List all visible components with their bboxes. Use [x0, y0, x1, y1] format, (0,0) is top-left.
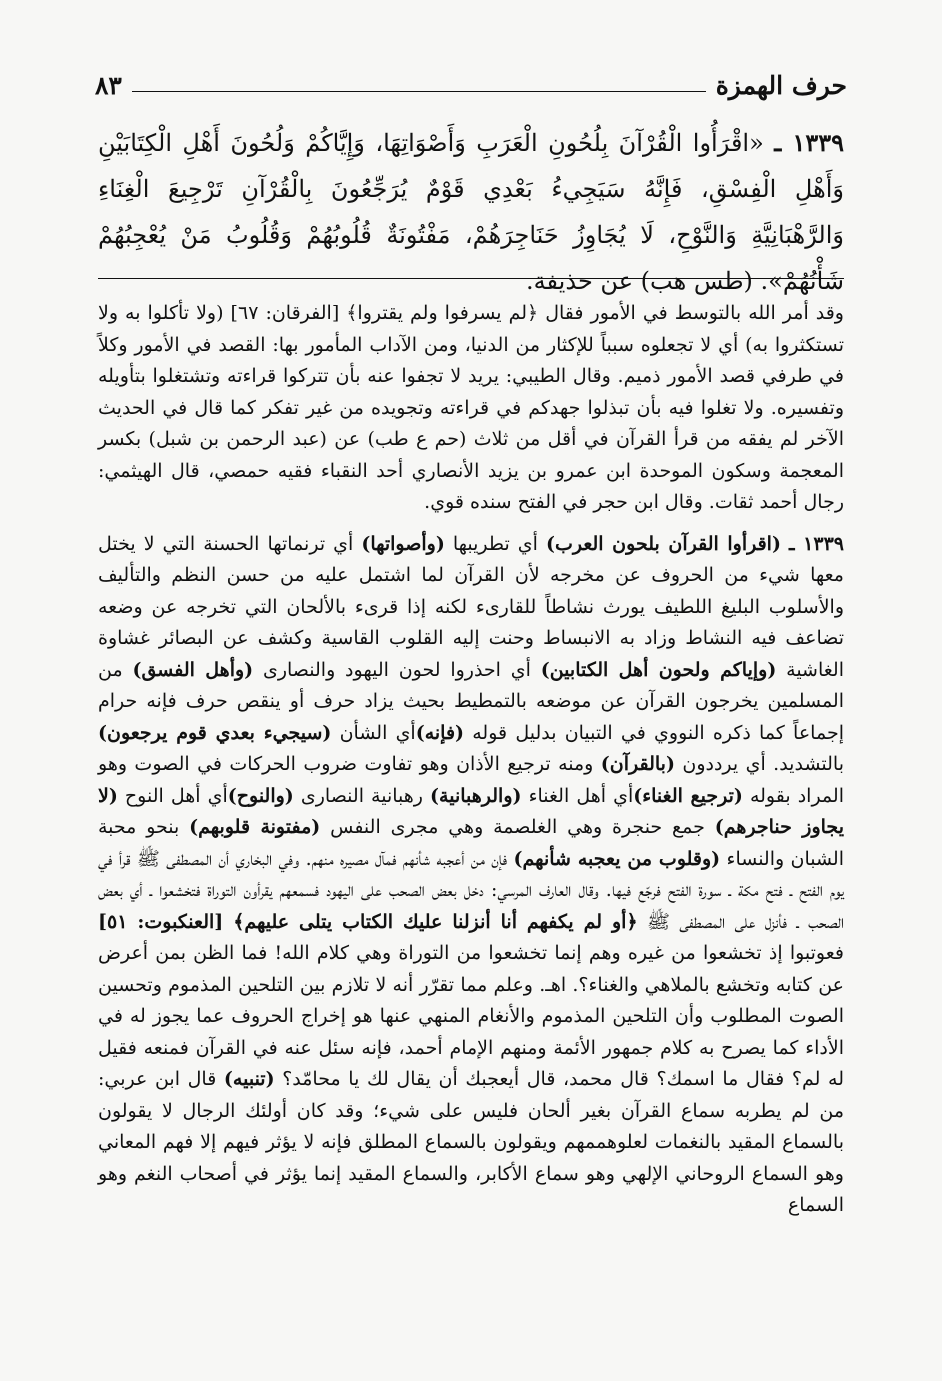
bold-phrase: (تنبيه): [223, 1068, 275, 1090]
commentary-paragraph-2: [98, 529, 844, 1222]
text-run: من المسلمين يخرجون القرآن عن موضعه بالتمطيط بحيث يزاد حرف أو ينقص حرف فإنه حرام إجماعاً كما ذكره النووي في التبيان بدليل قوله: [98, 658, 844, 744]
quran-quote: ﴿أو لم يكفهم أنا أنزلنا عليك الكتاب يتلى عليهم﴾ [العنكبوت: ٥١]: [98, 910, 638, 933]
page-number: ٨٣: [95, 71, 122, 100]
bold-phrase: (اقرأوا القرآن بلحون العرب): [545, 532, 781, 555]
footnote-separator: [98, 278, 844, 279]
bold-phrase: (فإنه): [415, 721, 465, 744]
text-run: أي ترنماتها الحسنة التي لا يختل معها شيء من الحروف عن مخرجه لأن القرآن لما اشتمل عليه من حسن النظم والتأليف والأسلوب البليغ اللطيف يورث نشاطاً للقارىء لكنه إذا قرىء بالألحان التي تخرجه عن وضعه تضاعف فيه النشاط وزاد به الانبساط وحنت إليه القلوب القاسية وكشف عن البصائر غشاوة الغاشية: [98, 532, 844, 681]
text-run: رهبانية النصارى: [293, 784, 431, 807]
entry-number: ١٣٣٩ ـ: [788, 532, 844, 555]
bold-phrase: (وأصواتها): [361, 532, 445, 555]
bold-phrase: (وأهل الفسق): [132, 658, 254, 681]
text-run: بالتشديد. أي يرددون: [674, 753, 844, 775]
text-run: ومنه ترجيع الأذان وهو تفاوت ضروب الحركات في الصوت وهو المراد بقوله: [98, 753, 844, 807]
bold-phrase: (ترجيع الغناء): [633, 784, 743, 807]
text-run: قال ابن عربي: من لم يطربه سماع القرآن بغير ألحان فليس على شيء؛ وقد كان أولئك الرجال لا يقولون بالسماع المقيد بالنغمات لعلوهممهم ويقولون بالسماع المطلق فإنه لا يؤثر فيهم إلا فهم المعاني وهو السماع الروحاني الإلهي وهو سماع الأكابر، والسماع المقيد إنما يؤثر في أصحاب النغم وهو السماع: [98, 1068, 844, 1216]
commentary-block: [98, 298, 844, 1222]
chapter-title: حرف الهمزة: [715, 71, 847, 100]
commentary-paragraph-1: وقد أمر الله بالتوسط في الأمور فقال ﴿لم يسرفوا ولم يقتروا﴾ [الفرقان: ٦٧] (ولا تأكلوا به ولا تستكثروا به) أي لا تجعلوه سبباً للإكثار من الدنيا، ومن الآداب المأمور بها: القصد في الأمور وكلاً في طرفي قصد الأمور ذميم. وقال الطيبي: يريد لا تجفوا عنه بأن تتركوا قراءته وتشتغلوا بتأويله وتفسيره. ولا تغلوا فيه بأن تبذلوا جهدكم في قراءته وتجويده من غير تفكر كما قال في الحديث الآخر لم يفقه من قرأ القرآن في أقل من ثلاث (حم ع طب) عن (عبد الرحمن بن شبل) بكسر المعجمة وسكون الموحدة ابن عمرو بن يزيد الأنصاري أحد النقباء فقيه حمصي، قال الهيثمي: رجال أحمد ثقات. وقال ابن حجر في الفتح سنده قوي.: [98, 302, 844, 513]
bold-phrase: (والنوح): [227, 784, 294, 807]
header-rule: [132, 91, 706, 92]
text-run: أي أهل النوح: [117, 784, 228, 807]
text-run: أي الشأن: [331, 721, 416, 744]
bold-phrase: (سيجيء بعدي قوم يرجعون): [98, 721, 332, 744]
hadith-text-block: [98, 120, 844, 304]
text-run: فعوتبوا إذ تخشعوا من غيره وهم إنما تخشعوا من التوراة وهي كلام الله! فما الظن بمن أعرض عن كتابه وتخشع بالملاهي والغناء؟. اهـ. وعلم مما تقرّر أنه لا تلازم بين التلحين المذموم وتحسين الصوت المطلوب وأن التلحين المذموم والأنغام المنهي عنها هو إخراج الحروف عما يجوز له في الأداء كما يصرح به كلام جمهور الأئمة ومنهم الإمام أحمد، فإنه سئل عنه في القرآن فمنعه فقيل له لم؟ فقال ما اسمك؟ قال محمد، قال أيعجبك أن يقال لك يا محامّد؟: [98, 942, 845, 1090]
text-run: فإن من أعجبه شأنهم فمآل مصيره منهم. وفي البخاري أن المصطفى ﷺ قرأ في يوم الفتح ـ فتح مكة ـ سورة الفتح فرجّع فيها. وقال العارف المرسي: دخل بعض الصحب على اليهود فسمعهم يقرأون التوراة فتخشعوا ـ أي بعض الصحب ـ فأنزل على المصطفى ﷺ: [98, 847, 844, 933]
hadith-text: «اقْرَأُوا الْقُرْآنَ بِلُحُونِ الْعَرَبِ وَأَصْوَاتِهَا، وَإِيَّاكُمْ وَلُحُونَ أَهْلِ الْكِتَابَيْنِ وَأَهْلِ الْفِسْقِ، فَإِنَّهُ سَيَجِيءُ بَعْدِي قَوْمٌ يُرَجِّعُونَ بِالْقُرْآنِ تَرْجِيعَ الْغِنَاءِ وَالرَّهْبَانِيَّةِ وَالنَّوْحِ، لَا يُجَاوِزُ حَنَاجِرَهُمْ، مَفْتُونَةٌ قُلُوبُهُمْ وَقُلُوبُ مَنْ يُعْجِبُهُمْ شَأْنُهُمْ». (طس هب) عن حذيفة.: [98, 129, 845, 295]
bold-phrase: (والرهبانية): [430, 784, 522, 807]
text-run: جمع حنجرة وهي الغلصمة وهي مجرى النفس: [320, 816, 715, 838]
bold-phrase: (وقلوب من يعجبه شأنهم): [513, 847, 721, 870]
page-header: [95, 60, 847, 100]
text-run: أي احذروا لحون اليهود والنصارى: [253, 658, 541, 681]
text-run: بنحو محبة الشبان والنساء: [98, 816, 844, 870]
bold-phrase: (مفتونة قلوبهم): [189, 816, 321, 838]
bold-phrase: (لا يجاوز حناجرهم): [98, 784, 844, 838]
text-run: أي تطريبها: [444, 532, 546, 555]
hadith-number: ١٣٣٩ ـ: [774, 128, 844, 157]
bold-phrase: (بالقرآن): [600, 753, 675, 775]
bold-phrase: (وإياكم ولحون أهل الكتابين): [540, 658, 777, 681]
text-run: أي أهل الغناء: [521, 784, 634, 807]
